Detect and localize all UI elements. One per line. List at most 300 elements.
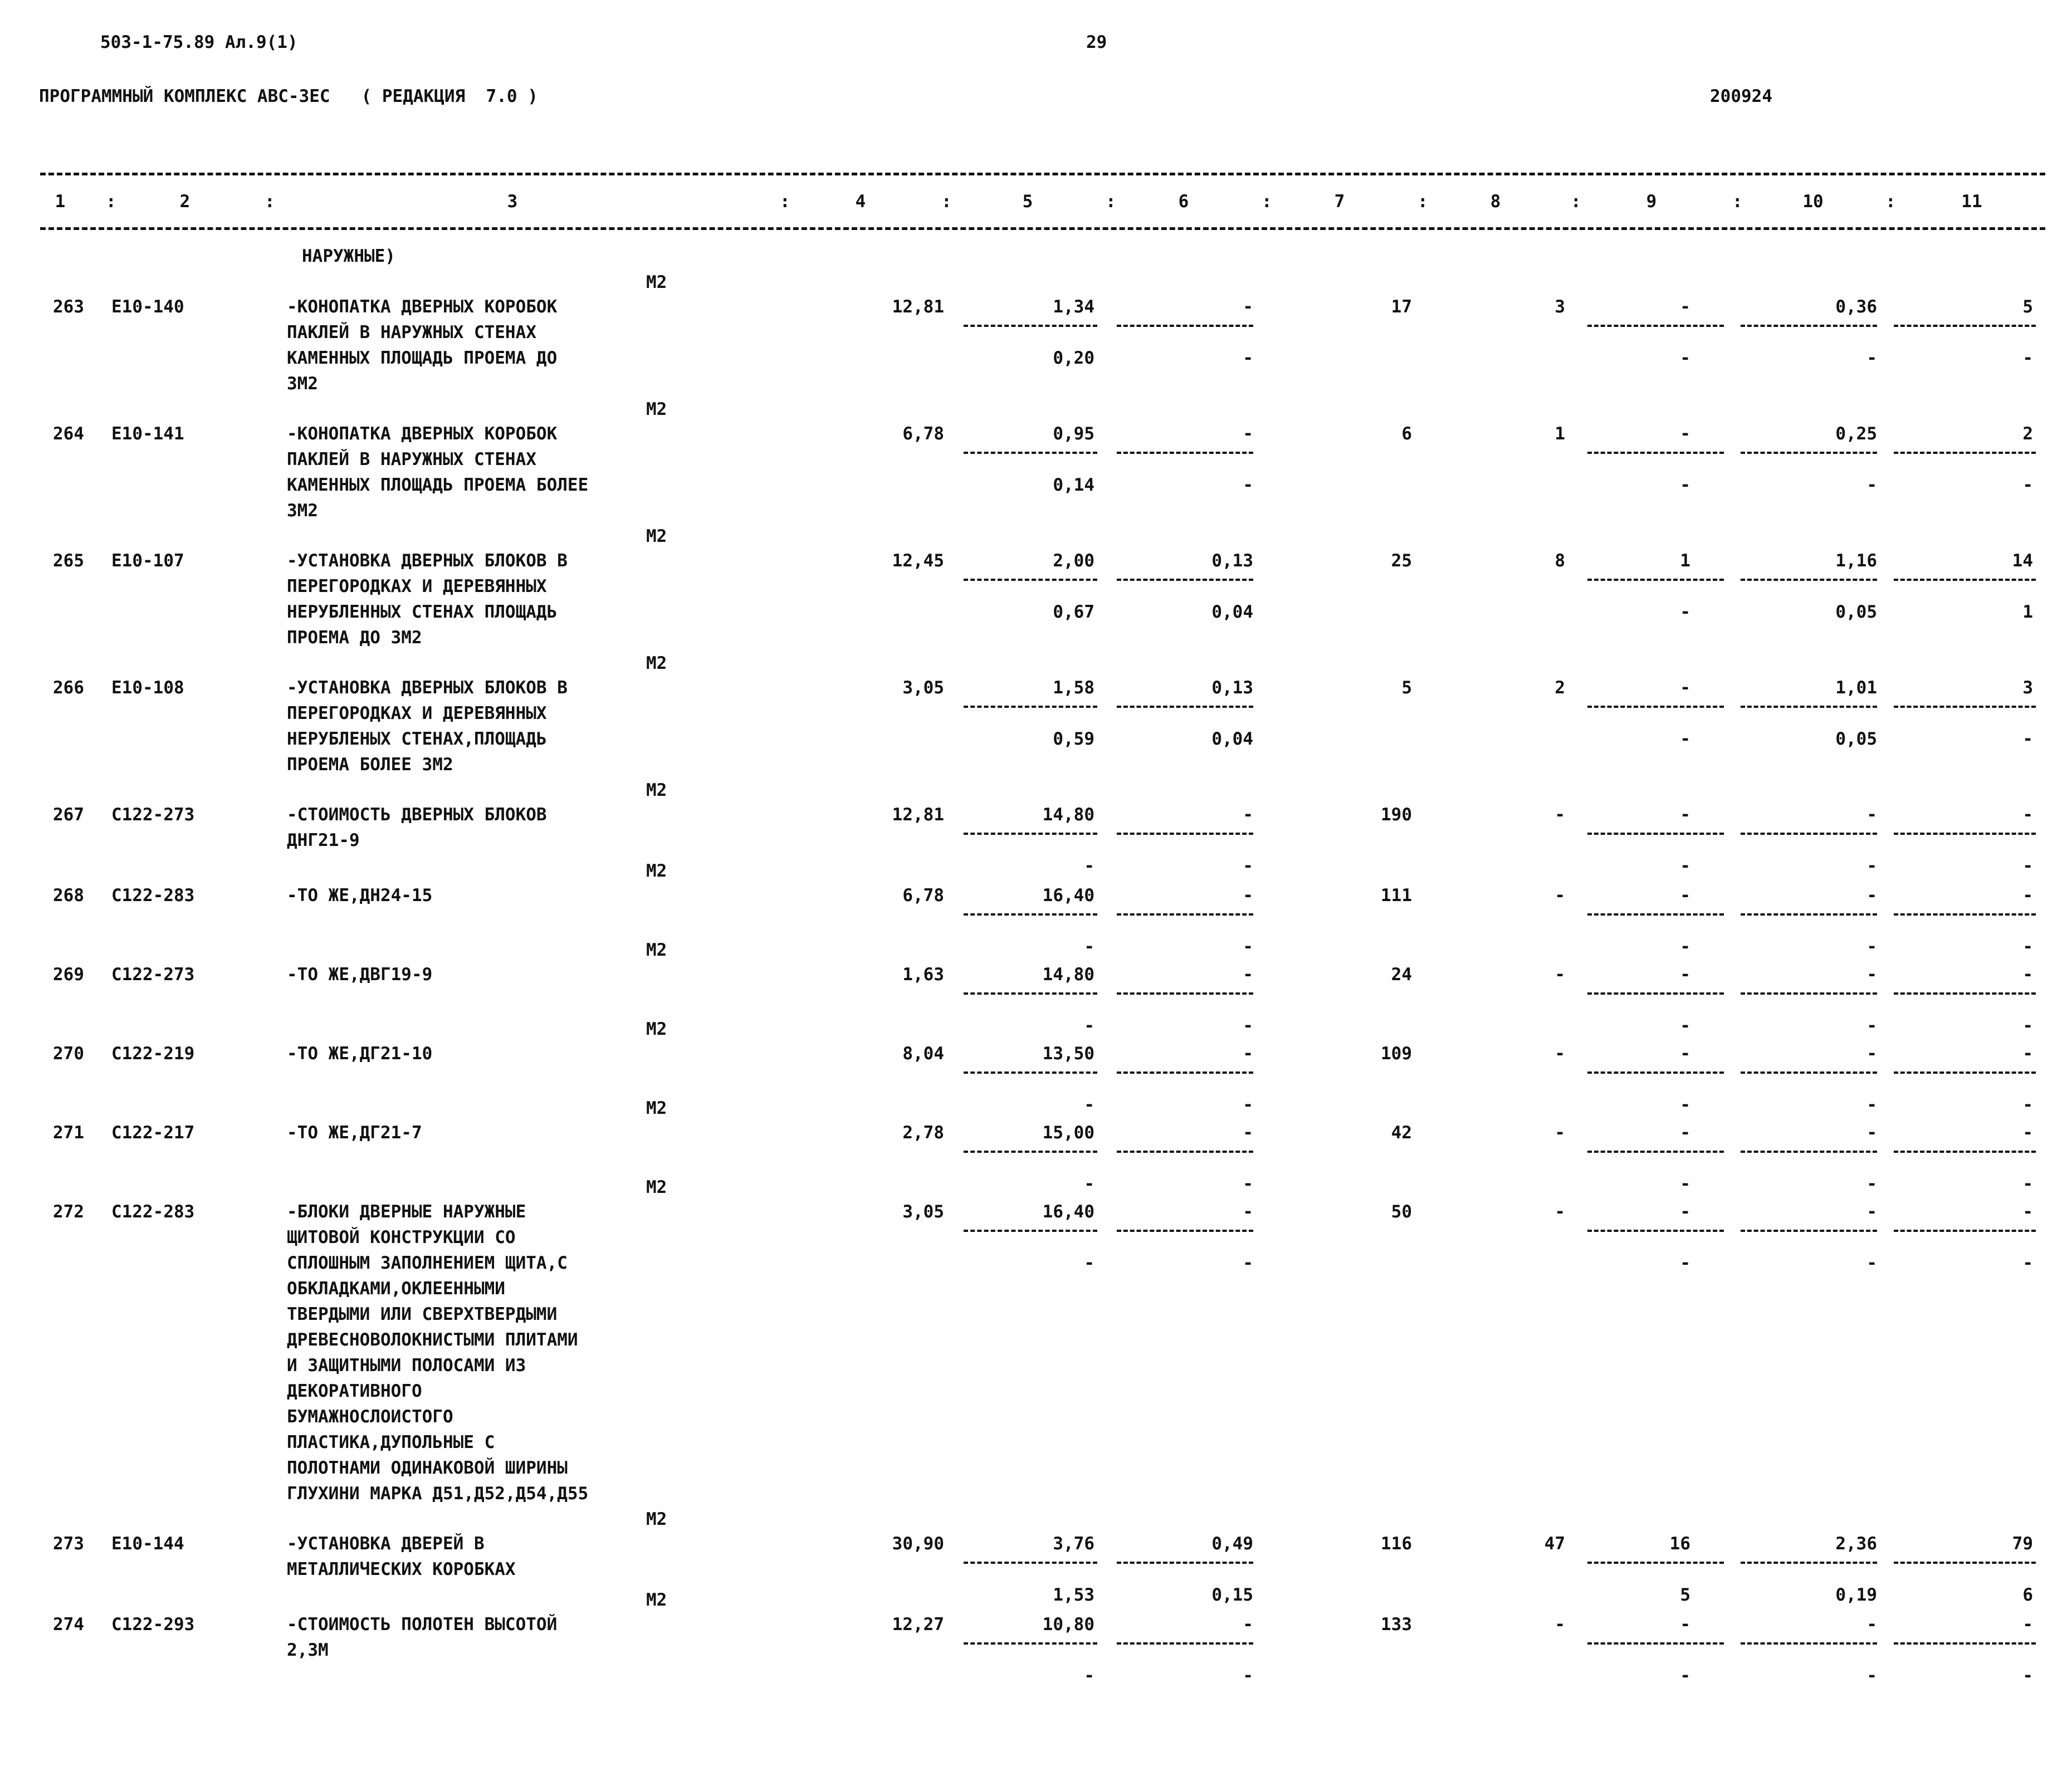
subtotal-dash: [1117, 1230, 1253, 1232]
row-description-line: БУМАЖНОСЛОИСТОГО: [287, 1407, 453, 1427]
subtotal-dash: [1117, 1642, 1253, 1645]
col7-value: 6: [1401, 424, 1412, 444]
col10-value: 1,01: [1835, 678, 1877, 698]
subtotal-dash: [1894, 1072, 2036, 1074]
col10-subvalue: -: [1866, 1174, 1877, 1194]
quantity-value: 12,81: [892, 297, 944, 317]
row-description-line: ОБКЛАДКАМИ,ОКЛЕЕННЫМИ: [287, 1279, 505, 1299]
header-bottom-rule: [40, 227, 2045, 230]
subtotal-dash: [964, 452, 1097, 454]
col6-subvalue: 0,04: [1211, 602, 1253, 622]
row-description-line: ДРЕВЕСНОВОЛОКНИСТЫМИ ПЛИТАМИ: [287, 1330, 578, 1350]
col5-subvalue: 1,53: [1053, 1585, 1094, 1605]
subtotal-dash: [1741, 1151, 1877, 1153]
col9-value: -: [1680, 678, 1690, 698]
row-description-line: -ТО ЖЕ,ДГ21-10: [287, 1044, 433, 1064]
row-code: С122-219: [111, 1044, 195, 1064]
row-description-line: ПЛАСТИКА,ДУПОЛЬНЫЕ С: [287, 1432, 495, 1452]
row-description-line: -ТО ЖЕ,ДГ21-7: [287, 1123, 422, 1143]
unit-label: М2: [646, 653, 667, 673]
row-description-line: -КОНОПАТКА ДВЕРНЫХ КОРОБОК: [287, 424, 558, 444]
program-title: ПРОГРАММНЫЙ КОМПЛЕКС АВС-3ЕС ( РЕДАКЦИЯ 7.0 ): [39, 86, 538, 106]
col11-subvalue: -: [2022, 348, 2033, 368]
col10-value: 2,36: [1835, 1534, 1877, 1554]
col5-subvalue: -: [1084, 1253, 1094, 1273]
subtotal-dash: [1894, 992, 2036, 995]
col7-value: 5: [1401, 678, 1412, 698]
row-description-line: -УСТАНОВКА ДВЕРЕЙ В: [287, 1534, 485, 1554]
col8-value: -: [1555, 965, 1565, 985]
quantity-value: 3,05: [902, 678, 944, 698]
unit-label: М2: [646, 1509, 667, 1529]
col8-value: 47: [1544, 1534, 1565, 1554]
column-separator: :: [1571, 192, 1581, 212]
col9-subvalue: -: [1680, 1095, 1690, 1115]
col11-subvalue: -: [2022, 475, 2033, 495]
column-separator: :: [106, 192, 116, 212]
subtotal-dash: [1894, 1230, 2036, 1232]
col6-subvalue: -: [1243, 1174, 1253, 1194]
col7-value: 116: [1381, 1534, 1412, 1554]
col8-value: -: [1555, 1614, 1565, 1635]
col11-value: -: [2022, 1123, 2033, 1143]
col6-value: -: [1243, 885, 1253, 906]
subtotal-dash: [964, 325, 1097, 327]
row-number: 273: [53, 1534, 84, 1554]
col6-value: 0,49: [1211, 1534, 1253, 1554]
col6-subvalue: 0,15: [1211, 1585, 1253, 1605]
col9-value: 16: [1669, 1534, 1690, 1554]
date-code: 200924: [1710, 86, 1772, 106]
subtotal-dash: [1894, 1151, 2036, 1153]
col7-value: 111: [1381, 885, 1412, 906]
row-number: 264: [53, 424, 84, 444]
column-header-4: 4: [855, 192, 866, 212]
col9-value: -: [1680, 297, 1690, 317]
subtotal-dash: [964, 1562, 1097, 1564]
quantity-value: 6,78: [902, 885, 944, 906]
subtotal-dash: [1117, 325, 1253, 327]
col6-subvalue: -: [1243, 1666, 1253, 1686]
col10-value: 0,25: [1835, 424, 1877, 444]
column-separator: :: [1418, 192, 1428, 212]
col7-value: 109: [1381, 1044, 1412, 1064]
column-header-6: 6: [1178, 192, 1189, 212]
subtotal-dash: [1587, 452, 1724, 454]
subtotal-dash: [1117, 913, 1253, 916]
col10-subvalue: -: [1866, 856, 1877, 876]
subtotal-dash: [964, 579, 1097, 581]
quantity-value: 12,27: [892, 1614, 944, 1635]
subtotal-dash: [1117, 1072, 1253, 1074]
row-description-line: -УСТАНОВКА ДВЕРНЫХ БЛОКОВ В: [287, 551, 568, 571]
col9-subvalue: -: [1680, 856, 1690, 876]
col10-value: 0,36: [1835, 297, 1877, 317]
row-number: 267: [53, 805, 84, 825]
col10-subvalue: 0,19: [1835, 1585, 1877, 1605]
subtotal-dash: [1117, 452, 1253, 454]
col5-value: 16,40: [1042, 1202, 1094, 1222]
column-header-9: 9: [1646, 192, 1657, 212]
row-number: 263: [53, 297, 84, 317]
quantity-value: 8,04: [902, 1044, 944, 1064]
unit-label: М2: [646, 526, 667, 546]
col7-value: 50: [1391, 1202, 1412, 1222]
col11-subvalue: -: [2022, 937, 2033, 957]
col5-subvalue: -: [1084, 856, 1094, 876]
subtotal-dash: [1894, 913, 2036, 916]
row-description-line: СПЛОШНЫМ ЗАПОЛНЕНИЕМ ЩИТА,С: [287, 1253, 568, 1273]
column-separator: :: [1106, 192, 1116, 212]
subtotal-dash: [1117, 579, 1253, 581]
subtotal-dash: [1741, 992, 1877, 995]
quantity-value: 2,78: [902, 1123, 944, 1143]
column-separator: :: [941, 192, 952, 212]
col10-subvalue: -: [1866, 1666, 1877, 1686]
subtotal-dash: [1741, 325, 1877, 327]
col6-value: 0,13: [1211, 678, 1253, 698]
subtotal-dash: [1587, 1230, 1724, 1232]
col8-value: 1: [1555, 424, 1565, 444]
unit-label: М2: [646, 780, 667, 800]
document-code: 503-1-75.89 Ал.9(1): [100, 32, 298, 52]
subtotal-dash: [1587, 1562, 1724, 1564]
column-separator: :: [265, 192, 275, 212]
col6-subvalue: -: [1243, 856, 1253, 876]
col6-subvalue: -: [1243, 1016, 1253, 1036]
subtotal-dash: [1587, 1642, 1724, 1645]
col8-value: -: [1555, 1123, 1565, 1143]
col5-subvalue: -: [1084, 1095, 1094, 1115]
subtotal-dash: [1587, 1151, 1724, 1153]
subtotal-dash: [1894, 706, 2036, 708]
col11-subvalue: 6: [2022, 1585, 2033, 1605]
col11-subvalue: -: [2022, 1174, 2033, 1194]
row-description-line: ПАКЛЕЙ В НАРУЖНЫХ СТЕНАХ: [287, 449, 536, 469]
row-description-line: КАМЕННЫХ ПЛОЩАДЬ ПРОЕМА БОЛЕЕ: [287, 475, 589, 495]
row-description-line: 3М2: [287, 374, 318, 394]
subtotal-dash: [1894, 1642, 2036, 1645]
subtotal-dash: [1741, 833, 1877, 835]
col8-value: -: [1555, 805, 1565, 825]
col5-value: 14,80: [1042, 965, 1094, 985]
row-code: Е10-108: [111, 678, 184, 698]
row-description-line: МЕТАЛЛИЧЕСКИХ КОРОБКАХ: [287, 1559, 516, 1579]
col9-value: -: [1680, 1044, 1690, 1064]
row-number: 272: [53, 1202, 84, 1222]
col6-subvalue: -: [1243, 348, 1253, 368]
row-description-line: ЩИТОВОЙ КОНСТРУКЦИИ СО: [287, 1227, 516, 1247]
subtotal-dash: [1741, 579, 1877, 581]
row-number: 270: [53, 1044, 84, 1064]
col5-subvalue: -: [1084, 937, 1094, 957]
column-separator: :: [1732, 192, 1743, 212]
row-description-line: ДНГ21-9: [287, 830, 360, 850]
column-header-10: 10: [1802, 192, 1824, 212]
col5-value: 13,50: [1042, 1044, 1094, 1064]
col6-value: -: [1243, 1123, 1253, 1143]
col5-subvalue: -: [1084, 1174, 1094, 1194]
col6-value: -: [1243, 1044, 1253, 1064]
quantity-value: 3,05: [902, 1202, 944, 1222]
quantity-value: 12,45: [892, 551, 944, 571]
row-description-line: ПОЛОТНАМИ ОДИНАКОВОЙ ШИРИНЫ: [287, 1458, 568, 1478]
row-code: Е10-107: [111, 551, 184, 571]
col5-subvalue: 0,20: [1053, 348, 1094, 368]
col8-value: -: [1555, 1202, 1565, 1222]
col9-value: -: [1680, 1614, 1690, 1635]
col5-subvalue: 0,14: [1053, 475, 1094, 495]
row-code: Е10-144: [111, 1534, 184, 1554]
row-description-line: ПЕРЕГОРОДКАХ И ДЕРЕВЯННЫХ: [287, 576, 547, 596]
column-header-8: 8: [1490, 192, 1501, 212]
col6-value: -: [1243, 805, 1253, 825]
col7-value: 17: [1391, 297, 1412, 317]
col11-value: -: [2022, 885, 2033, 906]
col9-subvalue: -: [1680, 1253, 1690, 1273]
row-description-line: НЕРУБЛЕНЫХ СТЕНАХ,ПЛОЩАДЬ: [287, 729, 547, 749]
subtotal-dash: [1741, 706, 1877, 708]
col7-value: 25: [1391, 551, 1412, 571]
column-header-5: 5: [1022, 192, 1033, 212]
col5-value: 15,00: [1042, 1123, 1094, 1143]
col9-value: -: [1680, 1123, 1690, 1143]
subtotal-dash: [964, 706, 1097, 708]
subtotal-dash: [964, 1642, 1097, 1645]
col6-subvalue: -: [1243, 937, 1253, 957]
subtotal-dash: [1587, 706, 1724, 708]
row-code: С122-273: [111, 805, 195, 825]
col10-value: -: [1866, 1123, 1877, 1143]
col5-value: 14,80: [1042, 805, 1094, 825]
col7-value: 24: [1391, 965, 1412, 985]
col10-value: -: [1866, 1614, 1877, 1635]
column-separator: :: [1262, 192, 1272, 212]
subtotal-dash: [1117, 833, 1253, 835]
column-separator: :: [780, 192, 790, 212]
col11-subvalue: -: [2022, 1666, 2033, 1686]
row-description-line: КАМЕННЫХ ПЛОЩАДЬ ПРОЕМА ДО: [287, 348, 558, 368]
col11-subvalue: 1: [2022, 602, 2033, 622]
col9-subvalue: -: [1680, 602, 1690, 622]
subtotal-dash: [1587, 833, 1724, 835]
col11-subvalue: -: [2022, 1095, 2033, 1115]
subtotal-dash: [1741, 1072, 1877, 1074]
row-description-line: ГЛУХИНИ МАРКА Д51,Д52,Д54,Д55: [287, 1484, 589, 1504]
page-number: 29: [1086, 32, 1107, 52]
quantity-value: 1,63: [902, 965, 944, 985]
row-description-line: ПАКЛЕЙ В НАРУЖНЫХ СТЕНАХ: [287, 322, 536, 343]
subtotal-dash: [1741, 1230, 1877, 1232]
col6-value: -: [1243, 965, 1253, 985]
col5-subvalue: -: [1084, 1666, 1094, 1686]
quantity-value: 12,81: [892, 805, 944, 825]
col5-subvalue: 0,67: [1053, 602, 1094, 622]
subtotal-dash: [1894, 579, 2036, 581]
col11-value: -: [2022, 805, 2033, 825]
unit-label: М2: [646, 940, 667, 960]
column-header-11: 11: [1961, 192, 1982, 212]
subtotal-dash: [1741, 1642, 1877, 1645]
col8-value: 8: [1555, 551, 1565, 571]
row-description-line: И ЗАЩИТНЫМИ ПОЛОСАМИ ИЗ: [287, 1356, 526, 1376]
col10-value: 1,16: [1835, 551, 1877, 571]
unit-label: М2: [646, 1177, 667, 1197]
col9-value: -: [1680, 1202, 1690, 1222]
col8-value: 3: [1555, 297, 1565, 317]
subtotal-dash: [1587, 992, 1724, 995]
subtotal-dash: [964, 1230, 1097, 1232]
subtotal-dash: [1587, 913, 1724, 916]
row-number: 269: [53, 965, 84, 985]
subtotal-dash: [1741, 1562, 1877, 1564]
col9-value: 1: [1680, 551, 1690, 571]
subtotal-dash: [1117, 1151, 1253, 1153]
col9-value: -: [1680, 805, 1690, 825]
row-description-line: -СТОИМОСТЬ ДВЕРНЫХ БЛОКОВ: [287, 805, 547, 825]
column-header-3: 3: [507, 192, 518, 212]
row-description-line: -КОНОПАТКА ДВЕРНЫХ КОРОБОК: [287, 297, 558, 317]
continuation-text: НАРУЖНЫЕ): [302, 246, 395, 266]
column-header-2: 2: [179, 192, 190, 212]
row-description-line: ДЕКОРАТИВНОГО: [287, 1381, 422, 1401]
col6-subvalue: -: [1243, 475, 1253, 495]
col8-value: -: [1555, 1044, 1565, 1064]
row-code: С122-273: [111, 965, 195, 985]
col10-subvalue: 0,05: [1835, 729, 1877, 749]
col10-subvalue: -: [1866, 1016, 1877, 1036]
col5-value: 2,00: [1053, 551, 1094, 571]
col10-value: -: [1866, 965, 1877, 985]
col5-value: 1,34: [1053, 297, 1094, 317]
col6-value: -: [1243, 1202, 1253, 1222]
row-number: 271: [53, 1123, 84, 1143]
col11-value: 79: [2012, 1534, 2033, 1554]
row-description-line: ПРОЕМА БОЛЕЕ 3М2: [287, 755, 453, 775]
col6-subvalue: -: [1243, 1095, 1253, 1115]
col5-subvalue: -: [1084, 1016, 1094, 1036]
col9-value: -: [1680, 965, 1690, 985]
column-header-1: 1: [55, 192, 66, 212]
col10-value: -: [1866, 1202, 1877, 1222]
subtotal-dash: [964, 992, 1097, 995]
quantity-value: 6,78: [902, 424, 944, 444]
subtotal-dash: [1117, 1562, 1253, 1564]
row-description-line: -БЛОКИ ДВЕРНЫЕ НАРУЖНЫЕ: [287, 1202, 526, 1222]
col8-value: -: [1555, 885, 1565, 906]
unit-label: М2: [646, 399, 667, 419]
subtotal-dash: [964, 833, 1097, 835]
col10-value: -: [1866, 1044, 1877, 1064]
subtotal-dash: [1741, 452, 1877, 454]
row-description-line: ПРОЕМА ДО 3М2: [287, 628, 422, 648]
col11-subvalue: -: [2022, 1016, 2033, 1036]
row-description-line: -ТО ЖЕ,ДН24-15: [287, 885, 433, 906]
col9-subvalue: -: [1680, 1666, 1690, 1686]
col9-subvalue: 5: [1680, 1585, 1690, 1605]
col10-subvalue: -: [1866, 937, 1877, 957]
col9-subvalue: -: [1680, 475, 1690, 495]
col11-value: -: [2022, 965, 2033, 985]
subtotal-dash: [1894, 325, 2036, 327]
col7-value: 42: [1391, 1123, 1412, 1143]
row-description-line: ПЕРЕГОРОДКАХ И ДЕРЕВЯННЫХ: [287, 703, 547, 723]
unit-label: М2: [646, 1019, 667, 1039]
col6-value: -: [1243, 424, 1253, 444]
col11-value: -: [2022, 1614, 2033, 1635]
col10-value: -: [1866, 805, 1877, 825]
col6-subvalue: 0,04: [1211, 729, 1253, 749]
col9-subvalue: -: [1680, 348, 1690, 368]
col5-value: 1,58: [1053, 678, 1094, 698]
subtotal-dash: [964, 913, 1097, 916]
col9-subvalue: -: [1680, 1174, 1690, 1194]
col10-subvalue: -: [1866, 1095, 1877, 1115]
row-code: Е10-141: [111, 424, 184, 444]
subtotal-dash: [1894, 452, 2036, 454]
col10-subvalue: -: [1866, 475, 1877, 495]
unit-label: М2: [646, 861, 667, 881]
column-separator: :: [1885, 192, 1896, 212]
subtotal-dash: [1894, 833, 2036, 835]
row-code: С122-293: [111, 1614, 195, 1635]
subtotal-dash: [1117, 992, 1253, 995]
col11-value: 2: [2022, 424, 2033, 444]
subtotal-dash: [964, 1072, 1097, 1074]
row-code: С122-217: [111, 1123, 195, 1143]
row-number: 265: [53, 551, 84, 571]
column-header-7: 7: [1334, 192, 1345, 212]
col9-value: -: [1680, 885, 1690, 906]
subtotal-dash: [1741, 913, 1877, 916]
unit-label: М2: [646, 1590, 667, 1610]
col5-value: 10,80: [1042, 1614, 1094, 1635]
subtotal-dash: [1587, 579, 1724, 581]
unit-label: М2: [646, 272, 667, 292]
col8-value: 2: [1555, 678, 1565, 698]
col11-value: 14: [2012, 551, 2033, 571]
subtotal-dash: [1117, 706, 1253, 708]
row-code: С122-283: [111, 885, 195, 906]
row-description-line: 3М2: [287, 501, 318, 521]
col7-value: 133: [1381, 1614, 1412, 1635]
col11-subvalue: -: [2022, 1253, 2033, 1273]
row-description-line: -ТО ЖЕ,ДВГ19-9: [287, 965, 433, 985]
col6-subvalue: -: [1243, 1253, 1253, 1273]
subtotal-dash: [964, 1151, 1097, 1153]
col5-value: 3,76: [1053, 1534, 1094, 1554]
col6-value: 0,13: [1211, 551, 1253, 571]
col11-value: 3: [2022, 678, 2033, 698]
row-description-line: ТВЕРДЫМИ ИЛИ СВЕРХТВЕРДЫМИ: [287, 1304, 558, 1324]
col10-subvalue: -: [1866, 348, 1877, 368]
col6-value: -: [1243, 297, 1253, 317]
col9-value: -: [1680, 424, 1690, 444]
unit-label: М2: [646, 1098, 667, 1118]
row-description-line: -УСТАНОВКА ДВЕРНЫХ БЛОКОВ В: [287, 678, 568, 698]
col9-subvalue: -: [1680, 937, 1690, 957]
row-description-line: 2,3М: [287, 1640, 329, 1660]
subtotal-dash: [1894, 1562, 2036, 1564]
col11-value: 5: [2022, 297, 2033, 317]
quantity-value: 30,90: [892, 1534, 944, 1554]
subtotal-dash: [1587, 325, 1724, 327]
row-code: Е10-140: [111, 297, 184, 317]
row-number: 274: [53, 1614, 84, 1635]
col11-value: -: [2022, 1044, 2033, 1064]
col10-subvalue: -: [1866, 1253, 1877, 1273]
row-description-line: -СТОИМОСТЬ ПОЛОТЕН ВЫСОТОЙ: [287, 1614, 558, 1635]
